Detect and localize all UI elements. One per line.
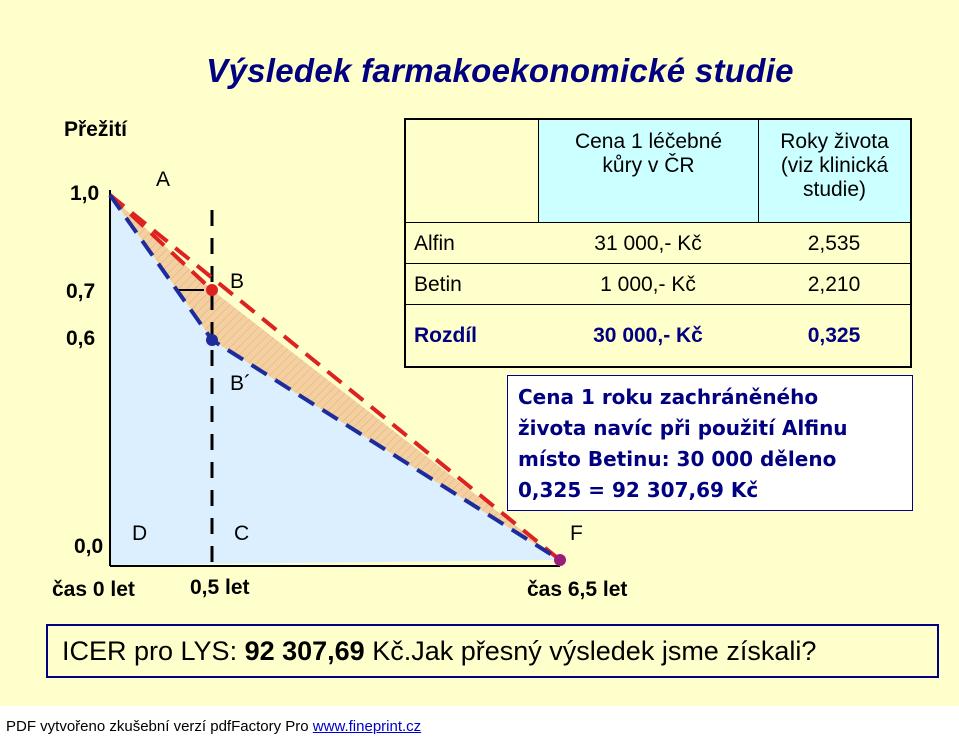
icer-prefix: ICER pro LYS: xyxy=(62,636,245,666)
y-tick-0-6: 0,6 xyxy=(66,327,96,350)
table-cell-name: Alfin xyxy=(414,232,455,255)
y-axis-title: Přežití xyxy=(64,118,128,141)
table-cell-price: 30 000,- Kč xyxy=(593,324,703,347)
table-header-price-text: Cena 1 léčebné kůry v ČR xyxy=(574,130,723,177)
result-line-4: 0,325 = 92 307,69 Kč xyxy=(518,478,759,502)
table-cell-name: Rozdíl xyxy=(414,324,477,347)
point-label-c: C xyxy=(234,522,250,545)
table-row-alfin xyxy=(406,222,910,263)
table-cell-years: 2,535 xyxy=(807,232,861,255)
table-header-years-text: Roky života (viz klinická studie) xyxy=(780,130,889,201)
point-b-prime xyxy=(206,334,218,346)
icer-suffix: Kč.Jak přesný výsledek jsme získali? xyxy=(364,636,817,666)
icer-summary xyxy=(46,624,939,678)
point-label-a: A xyxy=(156,168,171,191)
icer-value: 92 307,69 xyxy=(244,636,365,666)
table-cell-years: 0,325 xyxy=(807,324,861,347)
slide-title: Výsledek farmakoekonomické studie xyxy=(206,52,794,89)
x-label-start: čas 0 let xyxy=(52,578,135,601)
table-header-years xyxy=(758,120,910,222)
footer-link[interactable]: www.fineprint.cz xyxy=(312,718,422,735)
point-label-b: B xyxy=(230,270,245,293)
table-cell-name: Betin xyxy=(414,273,462,296)
y-tick-0-0: 0,0 xyxy=(74,535,104,558)
y-tick-0-7: 0,7 xyxy=(66,280,96,303)
point-label-d: D xyxy=(132,522,148,545)
table-row-difference xyxy=(406,304,910,366)
point-b xyxy=(206,284,218,296)
y-tick-1-0: 1,0 xyxy=(70,182,100,205)
comparison-table xyxy=(404,118,912,368)
result-box xyxy=(507,375,913,511)
table-cell-years: 2,210 xyxy=(807,273,861,296)
table-cell-price: 1 000,- Kč xyxy=(600,273,696,296)
table-row-betin xyxy=(406,263,910,304)
point-label-f: F xyxy=(570,522,583,545)
point-label-b-prime: B´ xyxy=(230,372,251,395)
result-line-1: Cena 1 roku zachráněného xyxy=(518,385,819,409)
result-line-2: života navíc při použití Alfinu xyxy=(518,416,848,440)
table-header-price xyxy=(538,120,758,222)
footer-text: PDF vytvořeno zkušební verzí pdfFactory Pro xyxy=(6,718,313,735)
pdf-footer xyxy=(6,718,421,735)
x-label-end: čas 6,5 let xyxy=(527,578,628,601)
table-cell-price: 31 000,- Kč xyxy=(594,232,702,255)
point-f xyxy=(554,554,566,566)
result-line-3: místo Betinu: 30 000 děleno xyxy=(518,447,837,471)
x-label-mid: 0,5 let xyxy=(190,576,250,599)
